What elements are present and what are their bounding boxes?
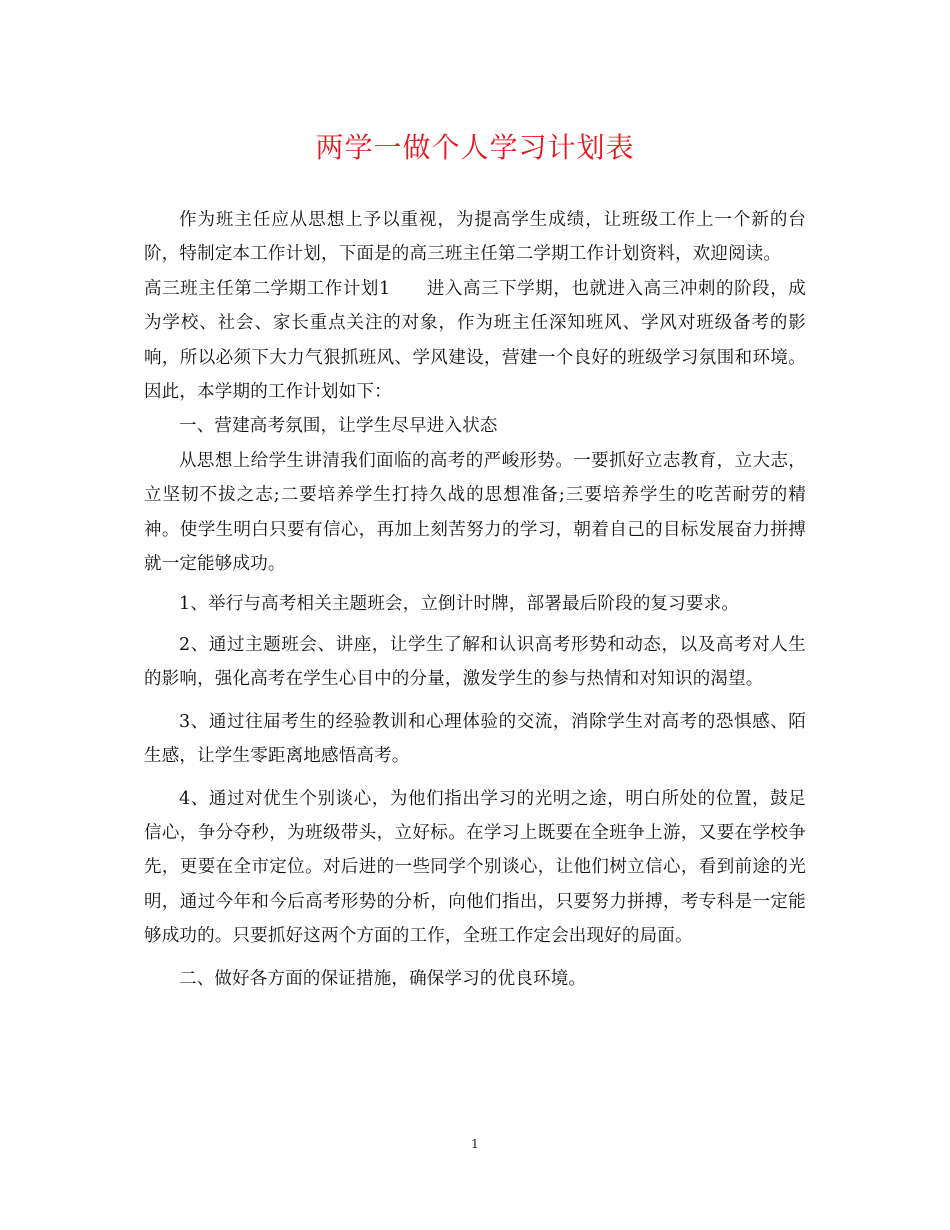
document-title: 两学一做个人学习计划表 — [315, 131, 635, 164]
section-heading-2: 二、做好各方面的保证措施，确保学习的优良环境。 — [179, 968, 587, 989]
paragraph-ideology: 从思想上给学生讲清我们面临的高考的严峻形势。一要抓好立志教育，立大志，立坚韧不拔之志;二要培养学生打持久战的思想准备;三要培养学生的吃苦耐劳的精神。使学生明白只要有信心，再加上刻苦努力的学习，朝着自己的目标发展奋力拼搏就一定能够成功。 — [144, 450, 806, 575]
section-heading-1: 一、营建高考氛围，让学生尽早进入状态 — [179, 416, 498, 437]
list-item-2: 2、通过主题班会、讲座，让学生了解和认识高考形势和动态，以及高考对人生的影响，强化高考在学生心目中的分量，激发学生的参与热情和对知识的渴望。 — [144, 634, 806, 690]
paragraph-intro: 作为班主任应从思想上予以重视，为提高学生成绩，让班级工作上一个新的台阶，特制定本工作计划，下面是的高三班主任第二学期工作计划资料，欢迎阅读。 — [144, 210, 806, 265]
page-number: 1 — [471, 1137, 479, 1151]
list-item-4: 4、通过对优生个别谈心，为他们指出学习的光明之途，明白所处的位置，鼓足信心，争分夺秒，为班级带头，立好标。在学习上既要在全班争上游，又要在学校争先，更要在全市定位。对后进的一些同学个别谈心，让他们树立信心，看到前途的光明，通过今年和今后高考形势的分析，向他们指出，只要努力拼搏，考专科是一定能够成功的。只要抓好这两个方面的工作，全班工作定会出现好的局面。 — [144, 788, 806, 947]
paragraph-plan-heading: 高三班主任第二学期工作计划1 进入高三下学期，也就进入高三冲刺的阶段，成为学校、社会、家长重点关注的对象，作为班主任深知班风、学风对班级备考的影响，所以必须下大力气狠抓班风、学风建设，营建一个良好的班级学习氛围和环境。因此，本学期的工作计划如下： — [144, 278, 806, 403]
document-body — [144, 203, 806, 996]
list-item-1: 1、举行与高考相关主题班会，立倒计时牌，部署最后阶段的复习要求。 — [179, 594, 740, 615]
list-item-3: 3、通过往届考生的经验教训和心理体验的交流，消除学生对高考的恐惧感、陌生感，让学生零距离地感悟高考。 — [144, 711, 806, 767]
